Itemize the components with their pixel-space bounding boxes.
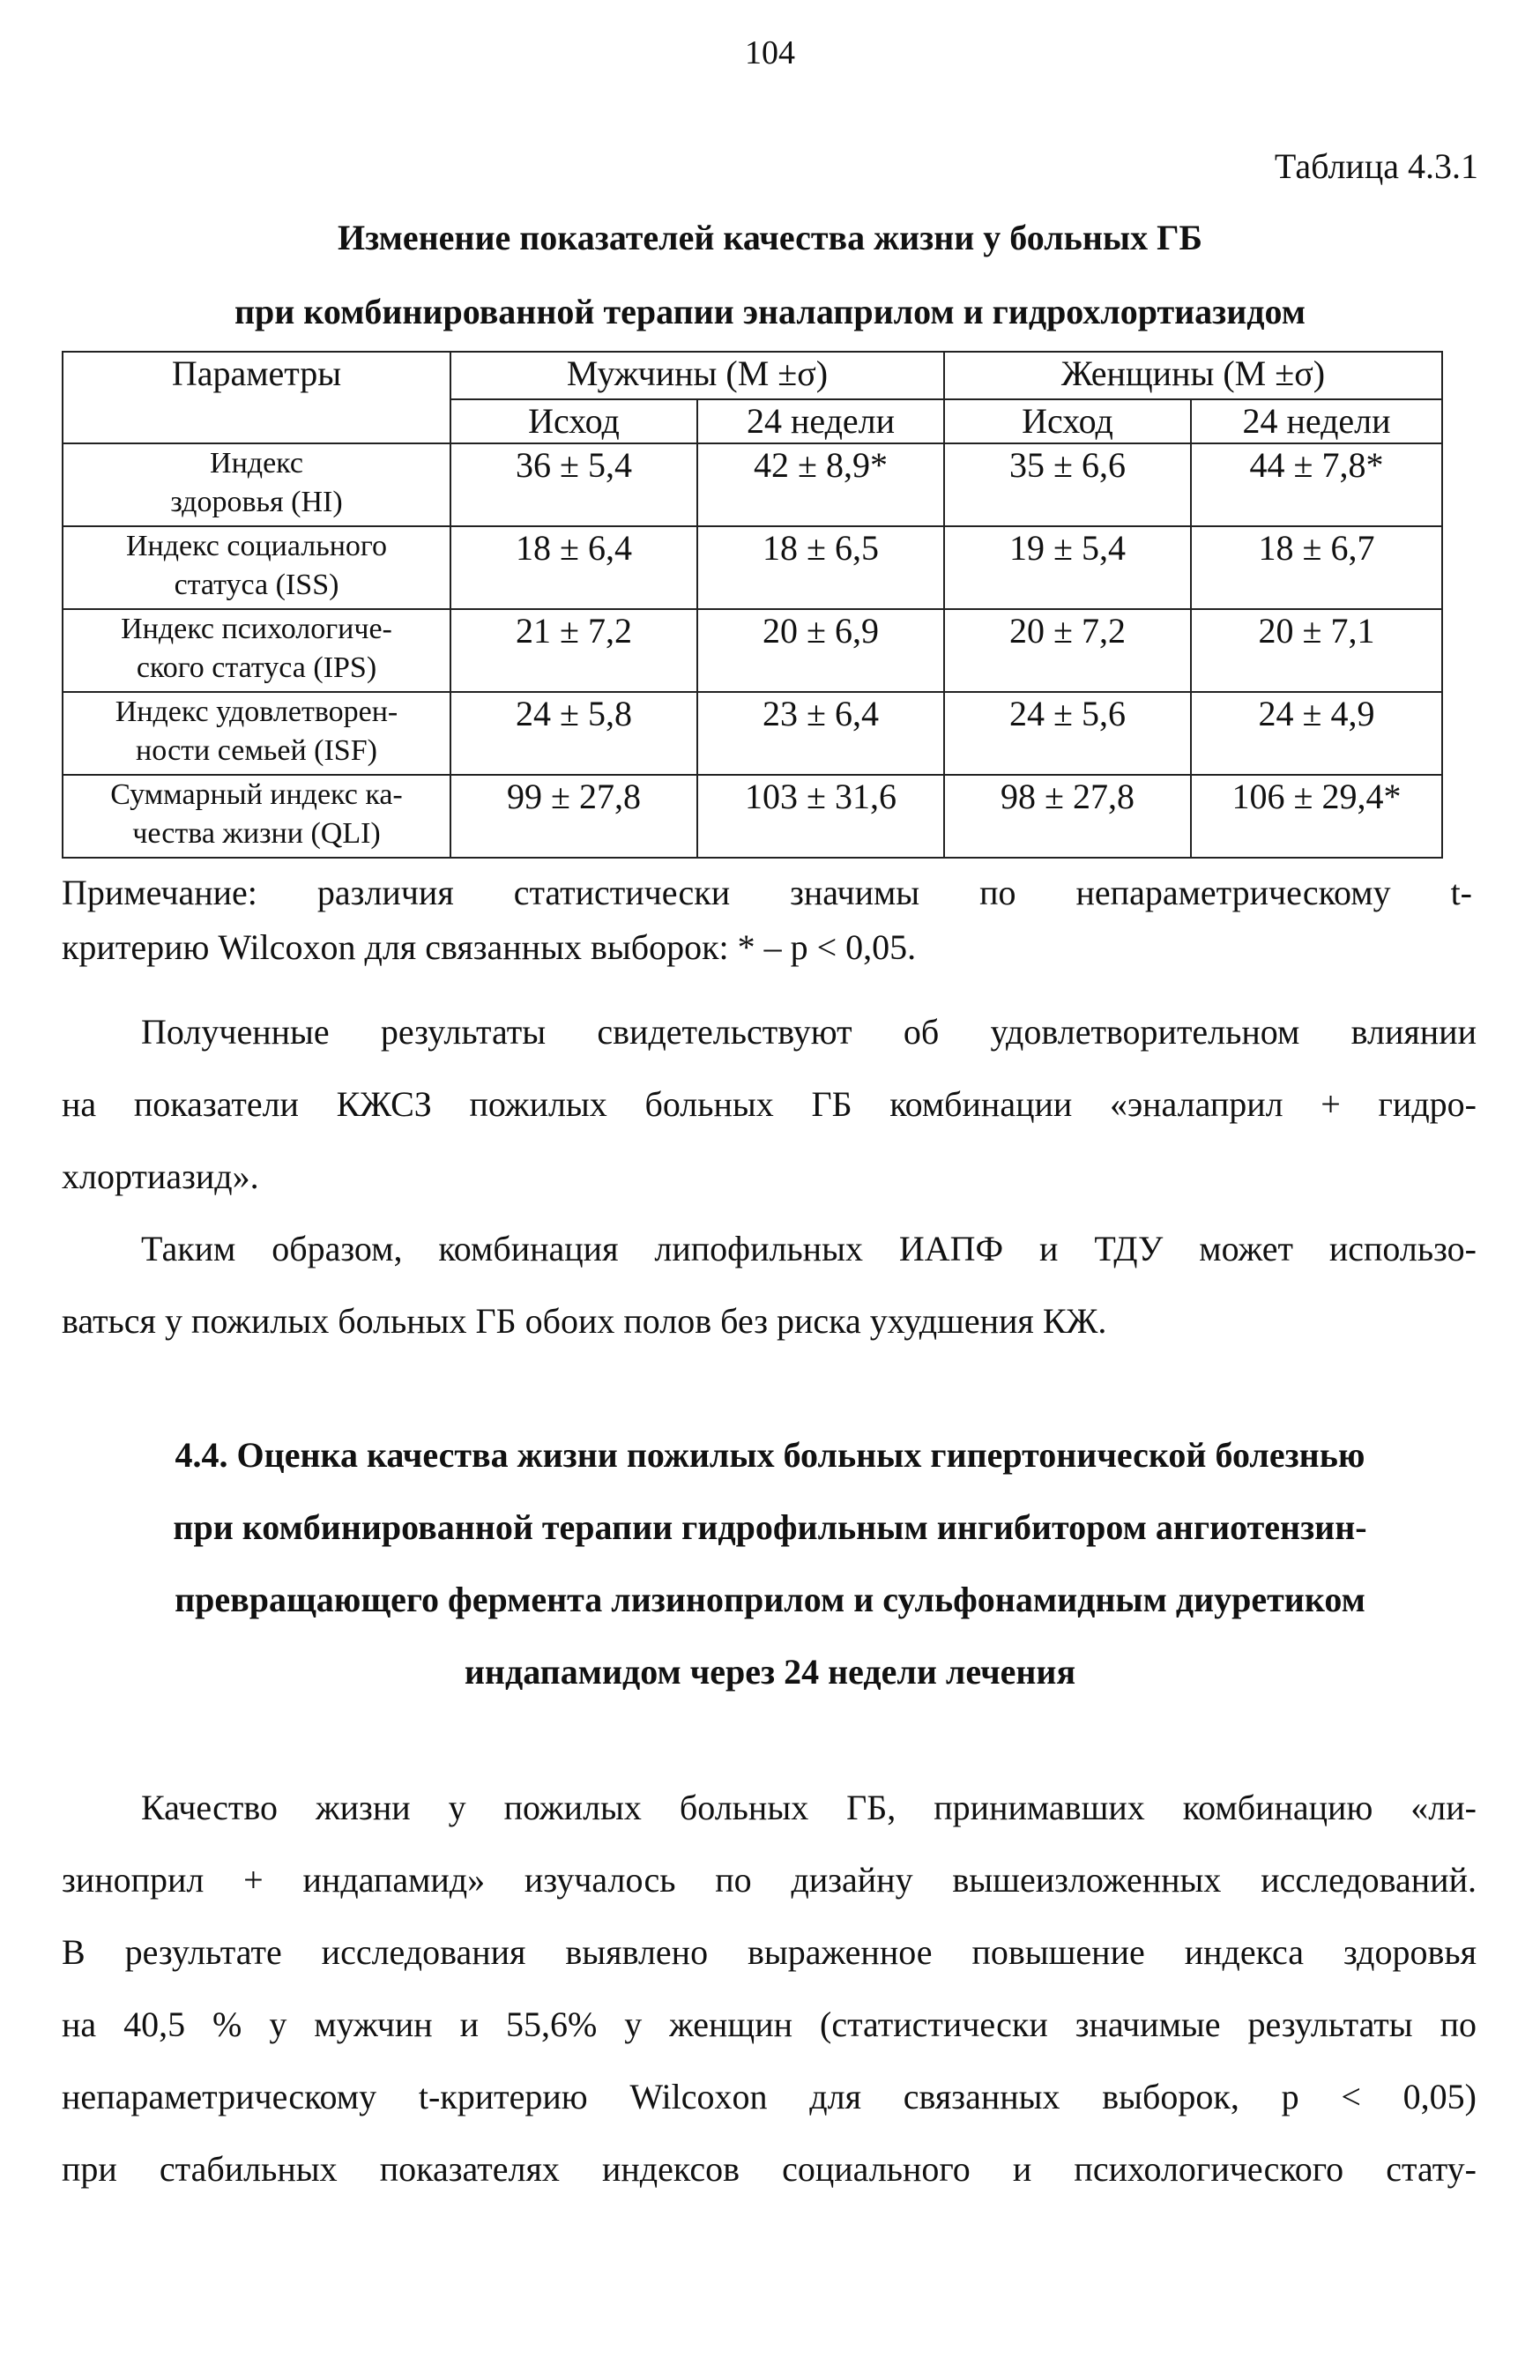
cell-value: 35 ± 6,6 (944, 443, 1191, 526)
row-param-line: здоровья (HI) (170, 486, 343, 518)
param-header: Параметры (63, 352, 450, 443)
row-param-line: статуса (ISS) (174, 569, 339, 601)
cell-value: 44 ± 7,8* (1191, 443, 1442, 526)
table-note (62, 866, 1472, 975)
paragraph-line: В результате исследования выявлено выраженное повышение индекса здоровья (62, 1932, 1477, 1972)
table-title-line: при комбинированной терапии эналаприлом и гидрохлортиазидом (234, 292, 1306, 331)
row-param-line: Суммарный индекс ка- (110, 778, 403, 811)
row-param-line: Индекс (210, 447, 303, 480)
sub-header: Исход (450, 399, 697, 443)
note-line: Примечание: различия статистически значимы по непараметрическому t- (62, 873, 1472, 912)
sub-header: Исход (944, 399, 1191, 443)
page-number: 104 (745, 34, 795, 71)
cell-value: 24 ± 5,6 (944, 692, 1191, 775)
cell-value: 99 ± 27,8 (450, 775, 697, 858)
row-param-line: Индекс психологиче- (121, 613, 392, 645)
paragraph-line: Качество жизни у пожилых больных ГБ, принимавших комбинацию «ли- (141, 1788, 1477, 1827)
table-row (63, 609, 1442, 692)
row-param-name (63, 692, 450, 775)
cell-value: 23 ± 6,4 (697, 692, 944, 775)
section-heading (0, 1419, 1540, 1708)
table-title (0, 201, 1540, 349)
paragraph-line: Полученные результаты свидетельствуют об удовлетворительном влиянии (141, 1012, 1477, 1052)
cell-value: 18 ± 6,5 (697, 526, 944, 609)
table-caption: Таблица 4.3.1 (1274, 146, 1478, 186)
table-title-line: Изменение показателей качества жизни у больных ГБ (337, 218, 1202, 257)
cell-value: 18 ± 6,4 (450, 526, 697, 609)
sub-header: 24 недели (1191, 399, 1442, 443)
row-param-name (63, 775, 450, 858)
row-param-line: ности семьей (ISF) (136, 734, 377, 767)
cell-value: 98 ± 27,8 (944, 775, 1191, 858)
cell-value: 20 ± 7,2 (944, 609, 1191, 692)
paragraph-line: на показатели КЖСЗ пожилых больных ГБ комбинации «эналаприл + гидро- (62, 1084, 1477, 1124)
paragraph-line: непараметрическому t-критерию Wilcoxon для связанных выборок, р < 0,05) (62, 2077, 1477, 2116)
note-line: критерию Wilcoxon для связанных выборок: * – р < 0,05. (62, 927, 917, 967)
paragraph-section-body (62, 1772, 1477, 2205)
row-param-name (63, 609, 450, 692)
sub-header: 24 недели (697, 399, 944, 443)
cell-value: 103 ± 31,6 (697, 775, 944, 858)
paragraph-line: зиноприл + индапамид» изучалось по дизайну вышеизложенных исследований. (62, 1860, 1477, 1900)
row-param-line: чества жизни (QLI) (132, 817, 381, 850)
paragraph-conclusion (62, 1213, 1477, 1357)
row-param-line: ского статуса (IPS) (136, 651, 377, 684)
paragraph-line: при стабильных показателях индексов социального и психологического стату- (62, 2149, 1477, 2189)
cell-value: 18 ± 6,7 (1191, 526, 1442, 609)
table-row (63, 526, 1442, 609)
cell-value: 19 ± 5,4 (944, 526, 1191, 609)
quality-of-life-table (62, 351, 1443, 859)
section-heading-line: 4.4. Оценка качества жизни пожилых больных гипертонической болезнью (175, 1435, 1365, 1475)
paragraph-line: на 40,5 % у мужчин и 55,6% у женщин (статистически значимые результаты по (62, 2004, 1477, 2044)
table-row (63, 692, 1442, 775)
paragraph-results (62, 996, 1477, 1213)
row-param-line: Индекс социального (125, 530, 388, 562)
cell-value: 42 ± 8,9* (697, 443, 944, 526)
paragraph-line: хлортиазид». (62, 1157, 259, 1196)
paragraph-line: ваться у пожилых больных ГБ обоих полов без риска ухудшения КЖ. (62, 1301, 1107, 1341)
row-param-name (63, 526, 450, 609)
section-heading-line: превращающего фермента лизиноприлом и сульфонамидным диуретиком (175, 1580, 1365, 1619)
cell-value: 106 ± 29,4* (1191, 775, 1442, 858)
section-heading-line: индапамидом через 24 недели лечения (464, 1652, 1076, 1692)
section-heading-line: при комбинированной терапии гидрофильным ингибитором ангиотензин- (173, 1507, 1367, 1547)
row-param-line: Индекс удовлетворен- (115, 695, 398, 728)
cell-value: 36 ± 5,4 (450, 443, 697, 526)
cell-value: 24 ± 4,9 (1191, 692, 1442, 775)
row-param-name (63, 443, 450, 526)
cell-value: 20 ± 6,9 (697, 609, 944, 692)
table-header-row (63, 352, 1442, 399)
group-header-men: Мужчины (М ±σ) (450, 352, 944, 399)
table-row (63, 775, 1442, 858)
cell-value: 20 ± 7,1 (1191, 609, 1442, 692)
cell-value: 21 ± 7,2 (450, 609, 697, 692)
paragraph-line: Таким образом, комбинация липофильных ИАПФ и ТДУ может использо- (141, 1229, 1477, 1268)
group-header-women: Женщины (М ±σ) (944, 352, 1442, 399)
table-row (63, 443, 1442, 526)
cell-value: 24 ± 5,8 (450, 692, 697, 775)
